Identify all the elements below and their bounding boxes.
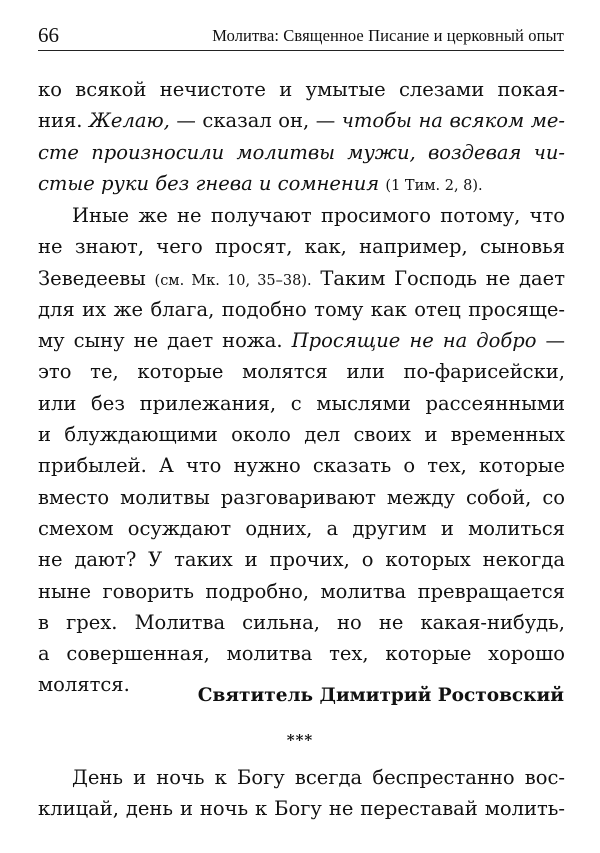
text-line: смехом осуждают одних, а другим и молиться — [38, 516, 565, 540]
scripture-quote: стые руки без гнева и сомнения — [38, 171, 380, 195]
page-header — [38, 24, 564, 51]
paragraph-main — [38, 200, 565, 701]
text-line: это те, которые молятся или по-фарисейски, — [38, 360, 565, 384]
section-separator: *** — [286, 731, 314, 749]
text-line: молятся. — [38, 673, 130, 697]
text-line: День и ночь к Богу всегда беспрестанно вос- — [72, 766, 565, 789]
text-line: или без прилежания, с мыслями рассеянными — [38, 391, 565, 415]
text-line: ныне говорить подробно, молитва превращается — [38, 579, 565, 603]
text-line: клицай, день и ночь к Богу не переставай молить- — [38, 797, 565, 821]
text-line: ко всякой нечистоте и умытые слезами покая- — [38, 78, 565, 101]
text-line: а совершенная, молитва тех, которые хорошо — [38, 642, 565, 666]
text-line: ния. Желаю, — сказал он, — чтобы на всяком ме- — [38, 109, 565, 133]
text-line: Зеведеевы (см. Мк. 10, 35–38). Таким Господь не дает — [38, 266, 565, 290]
text-line: му сыну не дает ножа. Просящие не на добро — — [38, 329, 566, 353]
page-number: 66 — [38, 23, 59, 47]
text-line: в грех. Молитва сильна, но не какая-нибудь, — [38, 610, 565, 634]
text-line: не знают, чего просят, как, например, сыновья — [38, 235, 565, 259]
text-line: вместо молитвы разговаривают между собой, со — [38, 485, 565, 509]
text-line: прибылей. А что нужно сказать о тех, которые — [38, 454, 565, 478]
scripture-quote: Просящие не на добро — [291, 329, 537, 353]
scripture-quote: чтобы на всяком ме- — [341, 109, 565, 133]
paragraph-next — [38, 762, 565, 825]
text-line: для их же блага, подобно тому как отец просяще- — [38, 297, 565, 321]
text-line: Иные же не получают просимого потому, что — [72, 204, 565, 227]
running-title: Молитва: Священное Писание и церковный опыт — [212, 26, 564, 45]
text-line — [38, 168, 565, 199]
paragraph-continuation — [38, 74, 565, 199]
scripture-quote: Желаю, — [89, 109, 170, 133]
text-line: не дают? У таких и прочих, о которых некогда — [38, 548, 565, 572]
author-signature: Святитель Димитрий Ростовский — [197, 685, 564, 706]
scripture-quote-line: сте произносили молитвы мужи, воздевая чи- — [38, 140, 565, 164]
text-line: и блуждающими около дел своих и временных — [38, 423, 565, 447]
scripture-reference: (см. Мк. 10, 35–38). — [154, 272, 312, 289]
scripture-reference: (1 Тим. 2, 8). — [385, 177, 483, 194]
